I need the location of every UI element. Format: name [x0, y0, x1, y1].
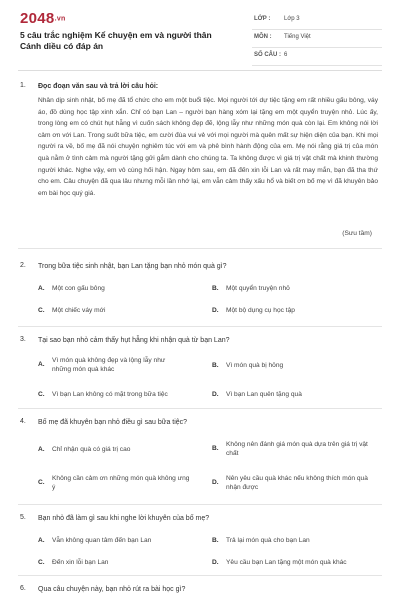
question-separator — [18, 504, 382, 505]
meta-row-grade — [252, 12, 382, 30]
option-label: C. — [38, 307, 45, 314]
option-label: A. — [38, 285, 45, 292]
option-text: Trả lại món quà cho bạn Lan — [226, 537, 310, 544]
question-number: 1. — [20, 82, 26, 89]
option-label: B. — [212, 285, 219, 292]
question-separator — [18, 248, 382, 249]
meta-table — [252, 12, 382, 66]
option-text: Vì bạn Lan không có mặt trong bữa tiệc — [52, 391, 168, 398]
option-label: D. — [212, 559, 219, 566]
option-text: Không cần cảm ơn những món quà không ưng ý — [52, 475, 190, 491]
option-label: C. — [38, 391, 45, 398]
option-label: C. — [38, 479, 45, 486]
meta-key: MÔN : — [254, 34, 272, 40]
header-divider — [18, 70, 382, 71]
option-text: Vì món quà bị hỏng — [226, 362, 284, 369]
page-header — [0, 0, 400, 66]
question-separator — [18, 575, 382, 576]
question-separator — [18, 408, 382, 409]
option-text: Một chiếc váy mới — [52, 307, 106, 314]
option-text: Một bộ dụng cụ học tập — [226, 307, 295, 314]
question-text: Bạn nhỏ đã làm gì sau khi nghe lời khuyên của bố mẹ? — [38, 515, 210, 522]
option-text: Yêu cầu bạn Lan tặng một món quà khác — [226, 559, 347, 566]
option-label: B. — [212, 362, 219, 369]
question-text: Trong bữa tiệc sinh nhật, bạn Lan tặng bạn nhỏ món quà gì? — [38, 263, 227, 270]
option-text: Nên yêu cầu quà khác nếu không thích món quà nhận được — [226, 475, 368, 491]
option-text: Một quyển truyện nhỏ — [226, 285, 290, 292]
question-number: 3. — [20, 336, 26, 343]
question-number: 4. — [20, 418, 26, 425]
question-text: Bố mẹ đã khuyên bạn nhỏ điều gì sau bữa tiệc? — [38, 419, 188, 426]
option-label: D. — [212, 391, 219, 398]
meta-row-count — [252, 48, 382, 66]
meta-value: 6 — [284, 52, 288, 58]
option-text: Vẫn không quan tâm đến bạn Lan — [52, 537, 152, 544]
meta-key: LỚP : — [254, 16, 271, 22]
option-text: Vì bạn Lan quên tặng quà — [226, 391, 302, 398]
logo-text: 2048 — [20, 10, 55, 27]
option-label: B. — [212, 445, 219, 452]
question-separator — [18, 326, 382, 327]
option-text: Chỉ nhận quà có giá trị cao — [52, 446, 131, 453]
site-logo[interactable] — [20, 10, 66, 27]
question-number: 5. — [20, 514, 26, 521]
question-number: 2. — [20, 262, 26, 269]
option-text: Một con gấu bông — [52, 285, 105, 292]
meta-row-subject — [252, 30, 382, 48]
question-text: Đọc đoạn văn sau và trả lời câu hỏi: — [38, 83, 159, 90]
option-text: Không nên đánh giá món quà dựa trên giá trị vật chất — [226, 441, 368, 457]
passage-source: (Sưu tầm) — [342, 230, 372, 237]
page-title: 5 câu trắc nghiệm Kể chuyện em và người thân Cánh diều có đáp án — [20, 30, 212, 51]
meta-value: Lớp 3 — [284, 16, 300, 22]
option-label: B. — [212, 537, 219, 544]
option-text: Vì món quà không đẹp và lộng lẫy như những món quà khác — [52, 357, 166, 373]
option-label: C. — [38, 559, 45, 566]
question-1 — [20, 82, 380, 262]
option-text: Đến xin lỗi bạn Lan — [52, 559, 109, 566]
question-text: Tại sao bạn nhỏ cảm thấy hụt hẫng khi nhận quà từ bạn Lan? — [38, 337, 230, 344]
question-number: 6. — [20, 585, 26, 592]
option-label: D. — [212, 307, 219, 314]
option-label: A. — [38, 361, 45, 368]
meta-key: SỐ CÂU : — [254, 52, 281, 58]
option-label: A. — [38, 446, 45, 453]
reading-passage: Nhân dịp sinh nhật, bố mẹ đã tổ chức cho em một buổi tiệc. Mọi người tới dự tiệc tặng em rất nhiều gấu bông, váy áo, đồ dùng học tập xinh xắn. Chỉ có bạn Lan – người bạn hàng xóm lại tặng em một quyển truyện nhỏ. Lúc ấy, trong lòng em có chút hụt hẫng vì cuốn sách không đẹp đẽ, lộng lẫy như những món quà còn lại. Em không nói lời cảm ơn với Lan. Trong suốt bữa tiệc, em cười đùa vui vẻ với mọi người mà quên mất sự hiện diện của bạn. Khi mọi người ra về, bố mẹ đã nói chuyện nghiêm túc với em và phê bình hành động của em. Mẹ nói rằng giá trị của món quà nằm ở tình cảm mà người tặng gửi gắm dành cho chúng ta. Ta không được vì giá trị vật chất mà khinh thường người khác. Nghe vậy, em vô cùng hối hận. Ngay hôm sau, em đã đến xin lỗi Lan và rất may mắn, bạn đã tha thứ cho em. Câu chuyện đã qua lâu nhưng mỗi lần nhớ lại, em vẫn cảm thấy xấu hổ và biết ơn bố mẹ vì đã khuyên bảo em bài học quý giá. — [38, 97, 378, 197]
question-text: Qua câu chuyện này, bạn nhỏ rút ra bài học gì? — [38, 586, 186, 593]
logo-suffix: .vn — [54, 15, 66, 23]
option-label: D. — [212, 479, 219, 486]
meta-value: Tiếng Việt — [284, 34, 311, 40]
option-label: A. — [38, 537, 45, 544]
